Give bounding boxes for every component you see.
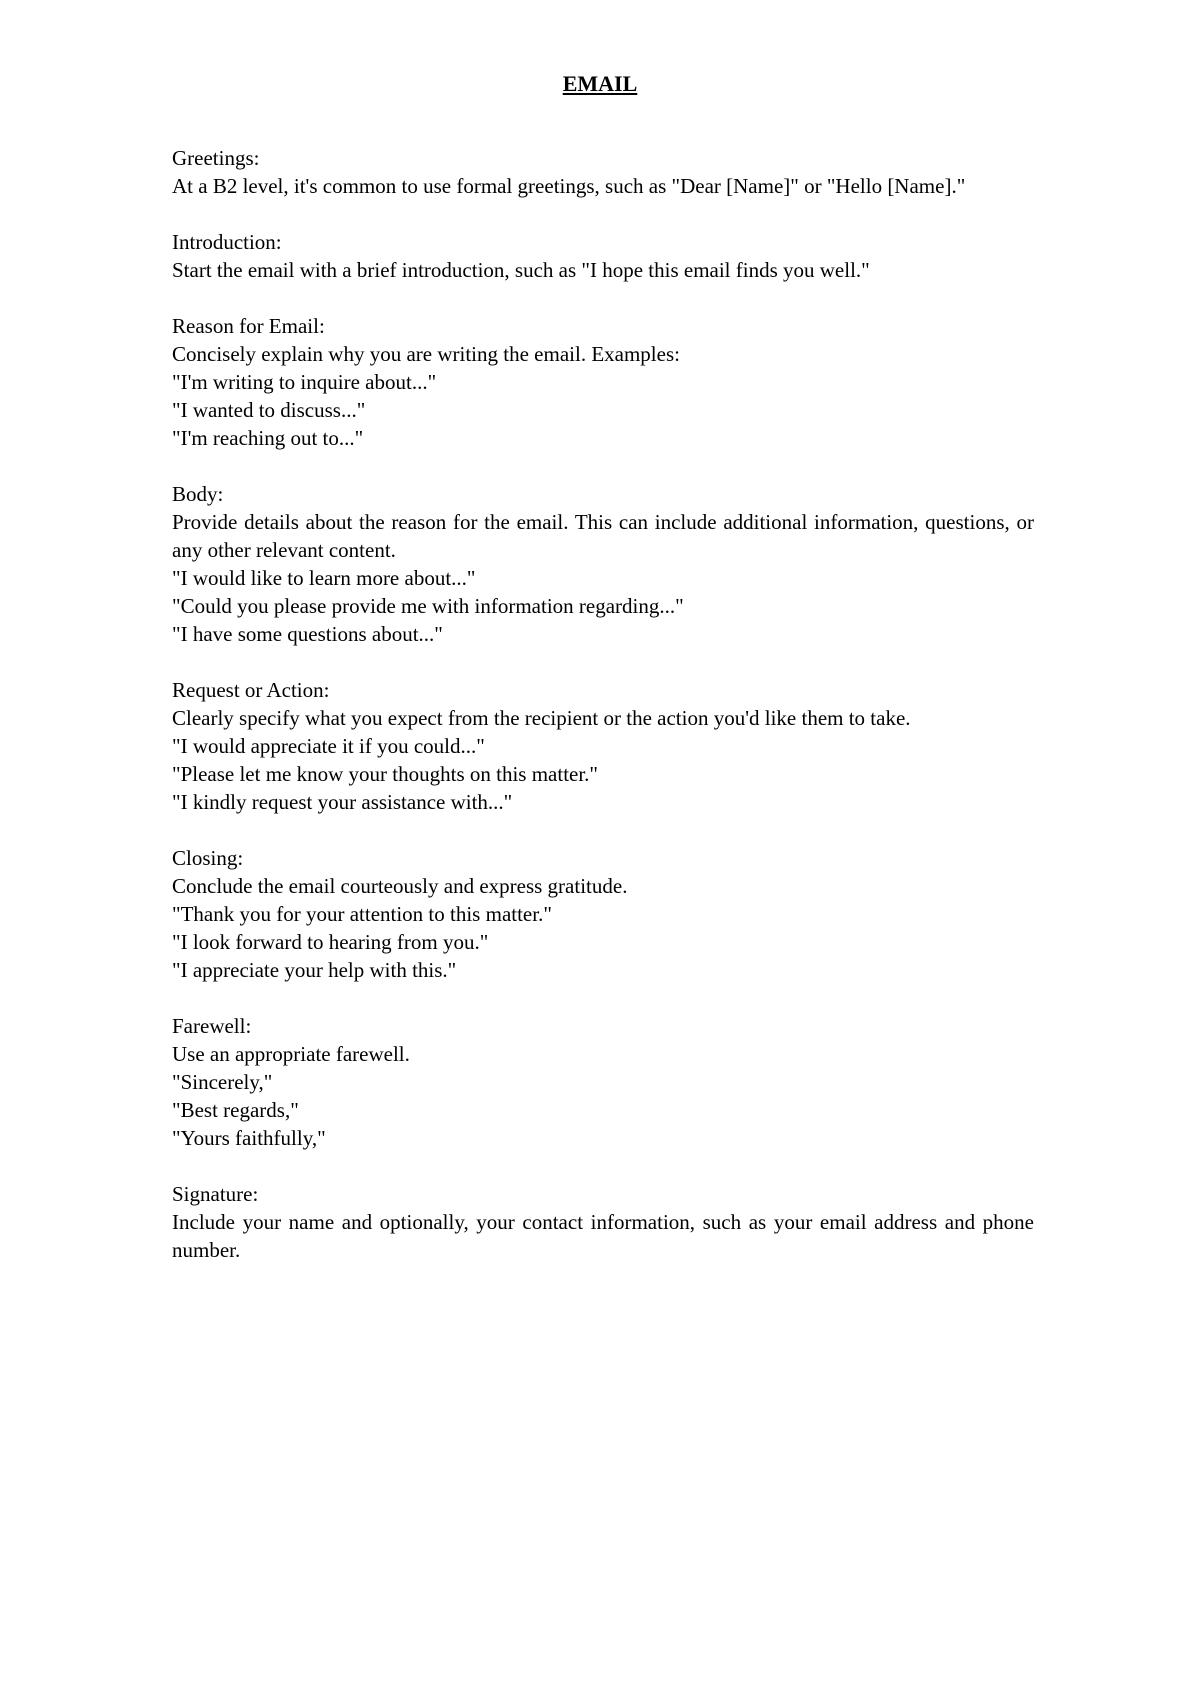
section-heading: Request or Action: <box>172 678 330 702</box>
section-line: At a B2 level, it's common to use formal greetings, such as "Dear [Name]" or "Hello [Name]." <box>172 174 966 198</box>
section-line: Provide details about the reason for the email. This can include additional information, questions, or any other relevant content. <box>172 510 1034 562</box>
section-heading: Closing: <box>172 846 244 870</box>
section-heading: Reason for Email: <box>172 314 325 338</box>
section-heading: Farewell: <box>172 1014 252 1038</box>
section-reason-for-email <box>172 312 1034 452</box>
example-phrase: "I kindly request your assistance with..." <box>172 790 513 814</box>
example-phrase: "I would appreciate it if you could..." <box>172 734 485 758</box>
example-phrase: "I have some questions about..." <box>172 622 443 646</box>
example-phrase: "I wanted to discuss..." <box>172 398 366 422</box>
example-phrase: "I look forward to hearing from you." <box>172 930 489 954</box>
example-phrase: "I appreciate your help with this." <box>172 958 457 982</box>
section-line: Include your name and optionally, your contact information, such as your email address and phone number. <box>172 1210 1034 1262</box>
section-line: Conclude the email courteously and express gratitude. <box>172 874 628 898</box>
example-phrase: "Could you please provide me with information regarding..." <box>172 594 684 618</box>
example-phrase: "I'm writing to inquire about..." <box>172 370 437 394</box>
page-title: EMAIL <box>562 71 638 96</box>
document-body <box>172 144 1034 1292</box>
section-closing <box>172 844 1034 984</box>
section-line: Start the email with a brief introduction, such as "I hope this email finds you well." <box>172 258 870 282</box>
section-heading: Introduction: <box>172 230 282 254</box>
section-heading: Body: <box>172 482 224 506</box>
section-greetings <box>172 144 1034 200</box>
example-phrase: "Best regards," <box>172 1098 299 1122</box>
example-phrase: "I would like to learn more about..." <box>172 566 476 590</box>
section-body <box>172 480 1034 648</box>
example-phrase: "Sincerely," <box>172 1070 273 1094</box>
example-phrase: "Thank you for your attention to this matter." <box>172 902 552 926</box>
section-request-or-action <box>172 676 1034 816</box>
example-phrase: "Yours faithfully," <box>172 1126 326 1150</box>
example-phrase: "I'm reaching out to..." <box>172 426 364 450</box>
section-line: Use an appropriate farewell. <box>172 1042 410 1066</box>
section-heading: Greetings: <box>172 146 260 170</box>
section-heading: Signature: <box>172 1182 259 1206</box>
section-line: Concisely explain why you are writing the email. Examples: <box>172 342 680 366</box>
section-farewell <box>172 1012 1034 1152</box>
example-phrase: "Please let me know your thoughts on this matter." <box>172 762 599 786</box>
section-signature <box>172 1180 1034 1264</box>
section-line: Clearly specify what you expect from the recipient or the action you'd like them to take. <box>172 706 911 730</box>
section-introduction <box>172 228 1034 284</box>
